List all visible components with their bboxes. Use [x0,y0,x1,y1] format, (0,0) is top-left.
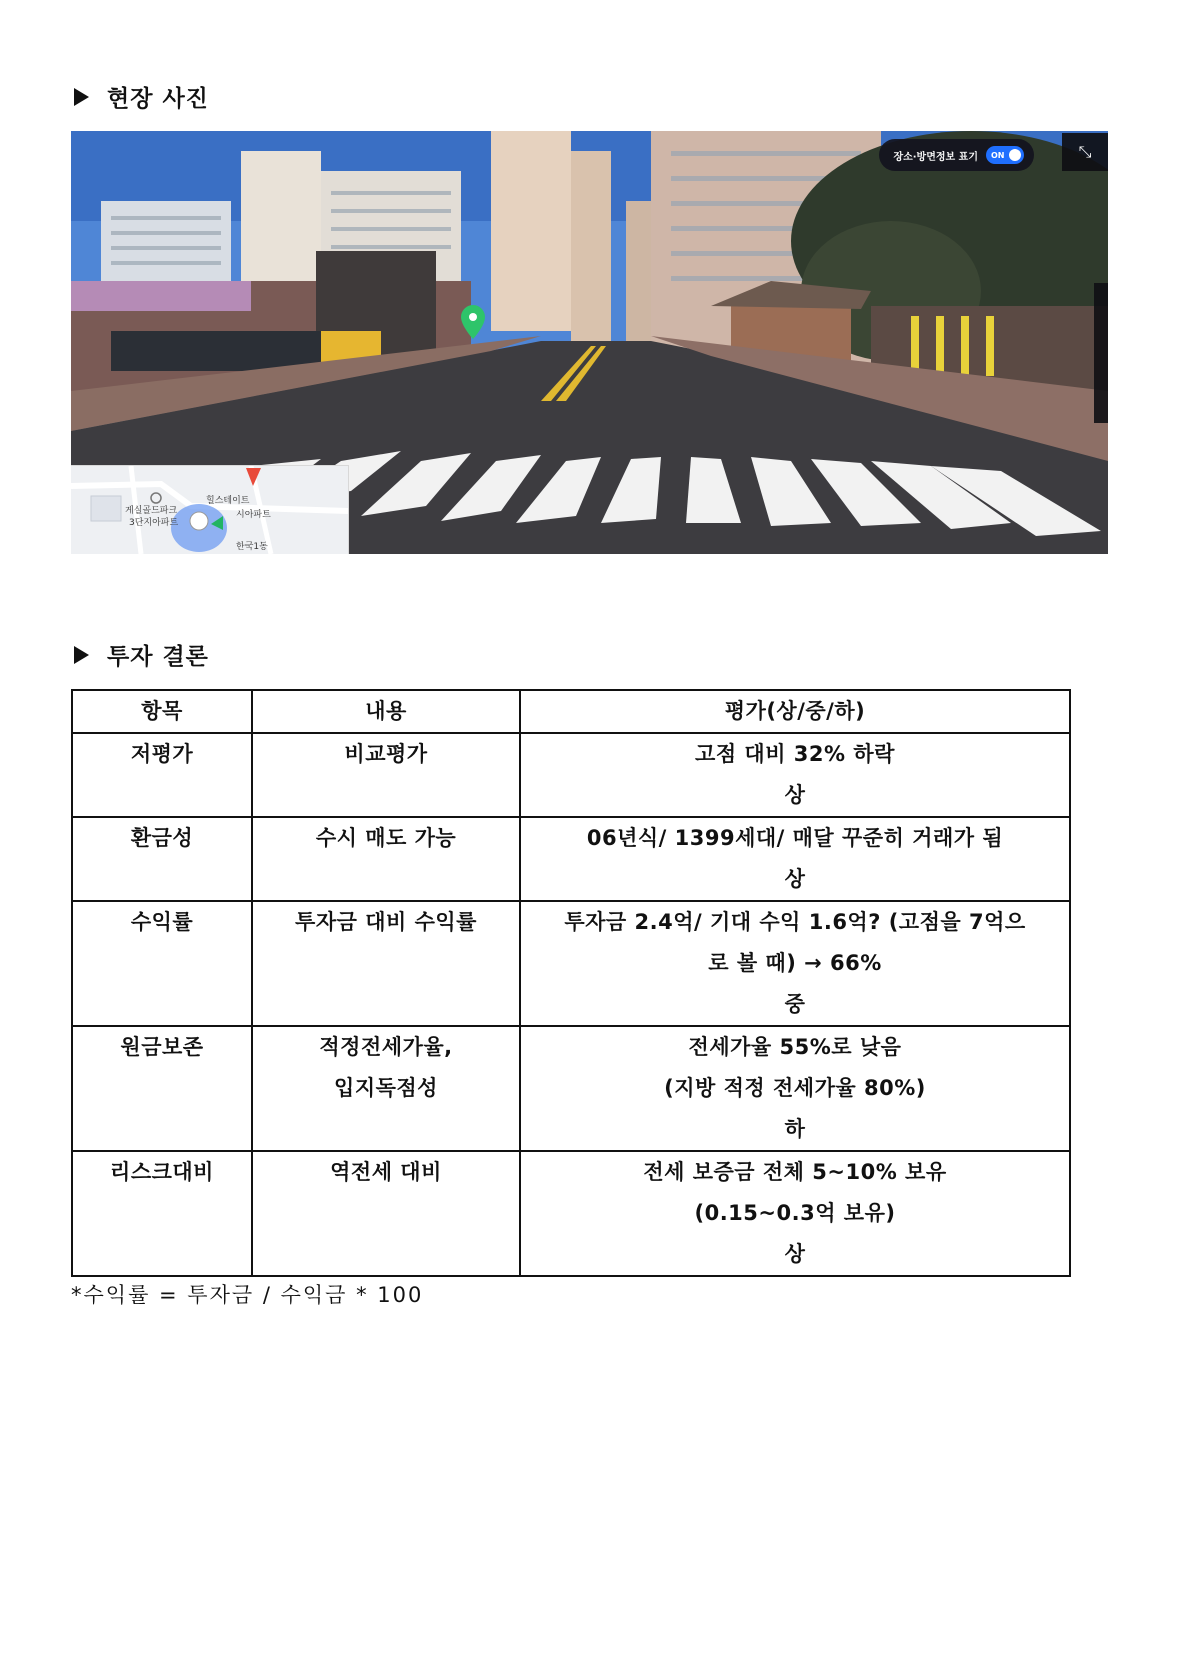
table-header-row [72,690,1070,733]
cell-item: 수익률 [72,901,252,1026]
minimap[interactable] [71,465,349,554]
minimap-label: 게실골드파크 [125,506,178,516]
minimap-label: 시아파트 [236,510,271,520]
section-title-text: 투자 결론 [107,644,209,670]
footnote: *수익률 = 투자금 / 수익금 * 100 [71,1283,424,1307]
cell-evaluation: 전세 보증금 전체 5~10% 보유 (0.15~0.3억 보유) 상 [520,1151,1070,1276]
cell-content: 적정전세가율, 입지독점성 [252,1026,520,1151]
cell-evaluation: 06년식/ 1399세대/ 매달 꾸준히 거래가 됨 상 [520,817,1070,901]
cell-item: 저평가 [72,733,252,817]
cell-evaluation: 투자금 2.4억/ 기대 수익 1.6억? (고점을 7억으 로 볼 때) → 66% 중 [520,901,1070,1026]
minimap-label: 한국1동 [236,542,268,552]
toggle-state-text: ON [991,150,1005,160]
minimap-graphic [71,466,348,554]
table-row [72,733,1070,817]
investment-evaluation-table [71,689,1071,1277]
cell-evaluation: 고점 대비 32% 하락 상 [520,733,1070,817]
table-row [72,817,1070,901]
exit-fullscreen-icon[interactable]: ⤡ [1062,133,1108,171]
section-heading-conclusion [74,638,209,671]
cell-content: 역전세 대비 [252,1151,520,1276]
table-row [72,1026,1070,1151]
cell-content: 투자금 대비 수익률 [252,901,520,1026]
table-row [72,1151,1070,1276]
minimap-label: 힐스테이트 [206,496,250,506]
header-evaluation: 평가(상/중/하) [520,690,1070,733]
cell-item: 환금성 [72,817,252,901]
side-controls[interactable] [1094,283,1108,423]
cell-evaluation: 전세가율 55%로 낮음 (지방 적정 전세가율 80%) 하 [520,1026,1070,1151]
toggle-switch[interactable] [986,146,1024,164]
cell-content: 수시 매도 가능 [252,817,520,901]
cell-item: 리스크대비 [72,1151,252,1276]
cell-content: 비교평가 [252,733,520,817]
minimap-label: 3단지아파트 [129,518,179,528]
header-item: 항목 [72,690,252,733]
cell-item: 원금보존 [72,1026,252,1151]
section-heading-photo [74,80,209,113]
street-view-photo [71,131,1108,554]
toggle-label: 장소·방면정보 표기 [893,151,978,163]
header-content: 내용 [252,690,520,733]
table-row [72,901,1070,1026]
place-info-toggle[interactable] [879,139,1034,171]
triangle-bullet-icon [74,646,89,664]
triangle-bullet-icon [74,88,89,106]
section-title-text: 현장 사진 [107,86,209,112]
